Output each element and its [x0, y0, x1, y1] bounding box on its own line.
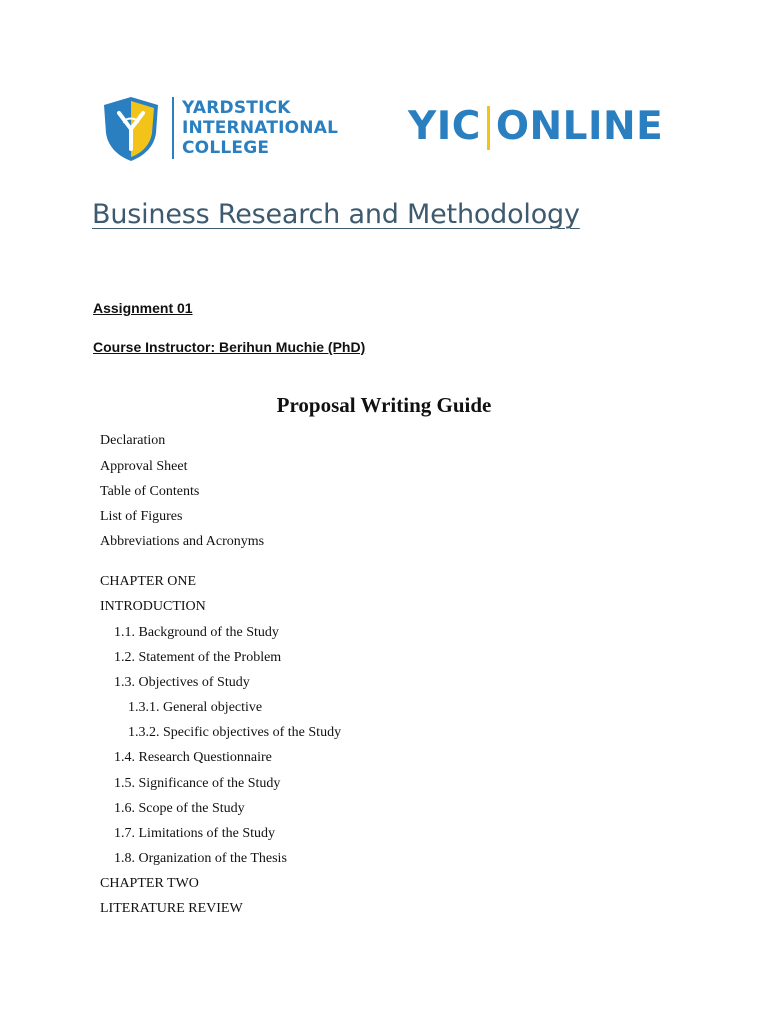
college-logo — [100, 95, 340, 165]
toc-item: Declaration — [100, 433, 166, 448]
yic-logo-divider — [487, 106, 490, 150]
yic-logo-left: YIC — [408, 104, 481, 149]
yic-online-logo — [408, 104, 663, 154]
toc-item: 1.7. Limitations of the Study — [114, 826, 275, 841]
toc-item: LITERATURE REVIEW — [100, 901, 243, 916]
toc-item: 1.3.1. General objective — [128, 700, 263, 715]
toc-item: 1.4. Research Questionnaire — [114, 750, 272, 765]
guide-title: Proposal Writing Guide — [276, 393, 492, 417]
college-name-line: COLLEGE — [182, 138, 270, 158]
yic-logo-right: ONLINE — [495, 104, 664, 149]
toc-item: 1.3.2. Specific objectives of the Study — [128, 725, 342, 740]
toc-item: CHAPTER TWO — [100, 876, 199, 891]
toc-item: CHAPTER ONE — [100, 574, 197, 589]
toc-item: 1.8. Organization of the Thesis — [114, 851, 287, 866]
shield-y-icon — [100, 95, 162, 163]
document-title: Business Research and Methodology — [92, 199, 580, 230]
toc-item: 1.6. Scope of the Study — [114, 801, 245, 816]
logo-divider — [172, 97, 174, 159]
toc-item: INTRODUCTION — [100, 599, 206, 614]
course-instructor: Course Instructor: Berihun Muchie (PhD) — [93, 339, 366, 355]
toc-item: 1.5. Significance of the Study — [114, 776, 281, 791]
toc-item: List of Figures — [100, 509, 183, 524]
toc-item: 1.2. Statement of the Problem — [114, 650, 282, 665]
college-name-line: YARDSTICK — [182, 98, 291, 118]
toc-item: 1.1. Background of the Study — [114, 625, 279, 640]
toc-item: Approval Sheet — [100, 459, 188, 474]
college-name — [182, 98, 338, 158]
toc-item: Table of Contents — [100, 484, 200, 499]
assignment-label: Assignment 01 — [93, 300, 193, 316]
toc-item: Abbreviations and Acronyms — [100, 534, 265, 549]
toc-item: 1.3. Objectives of Study — [114, 675, 250, 690]
college-name-line: INTERNATIONAL — [182, 118, 339, 138]
